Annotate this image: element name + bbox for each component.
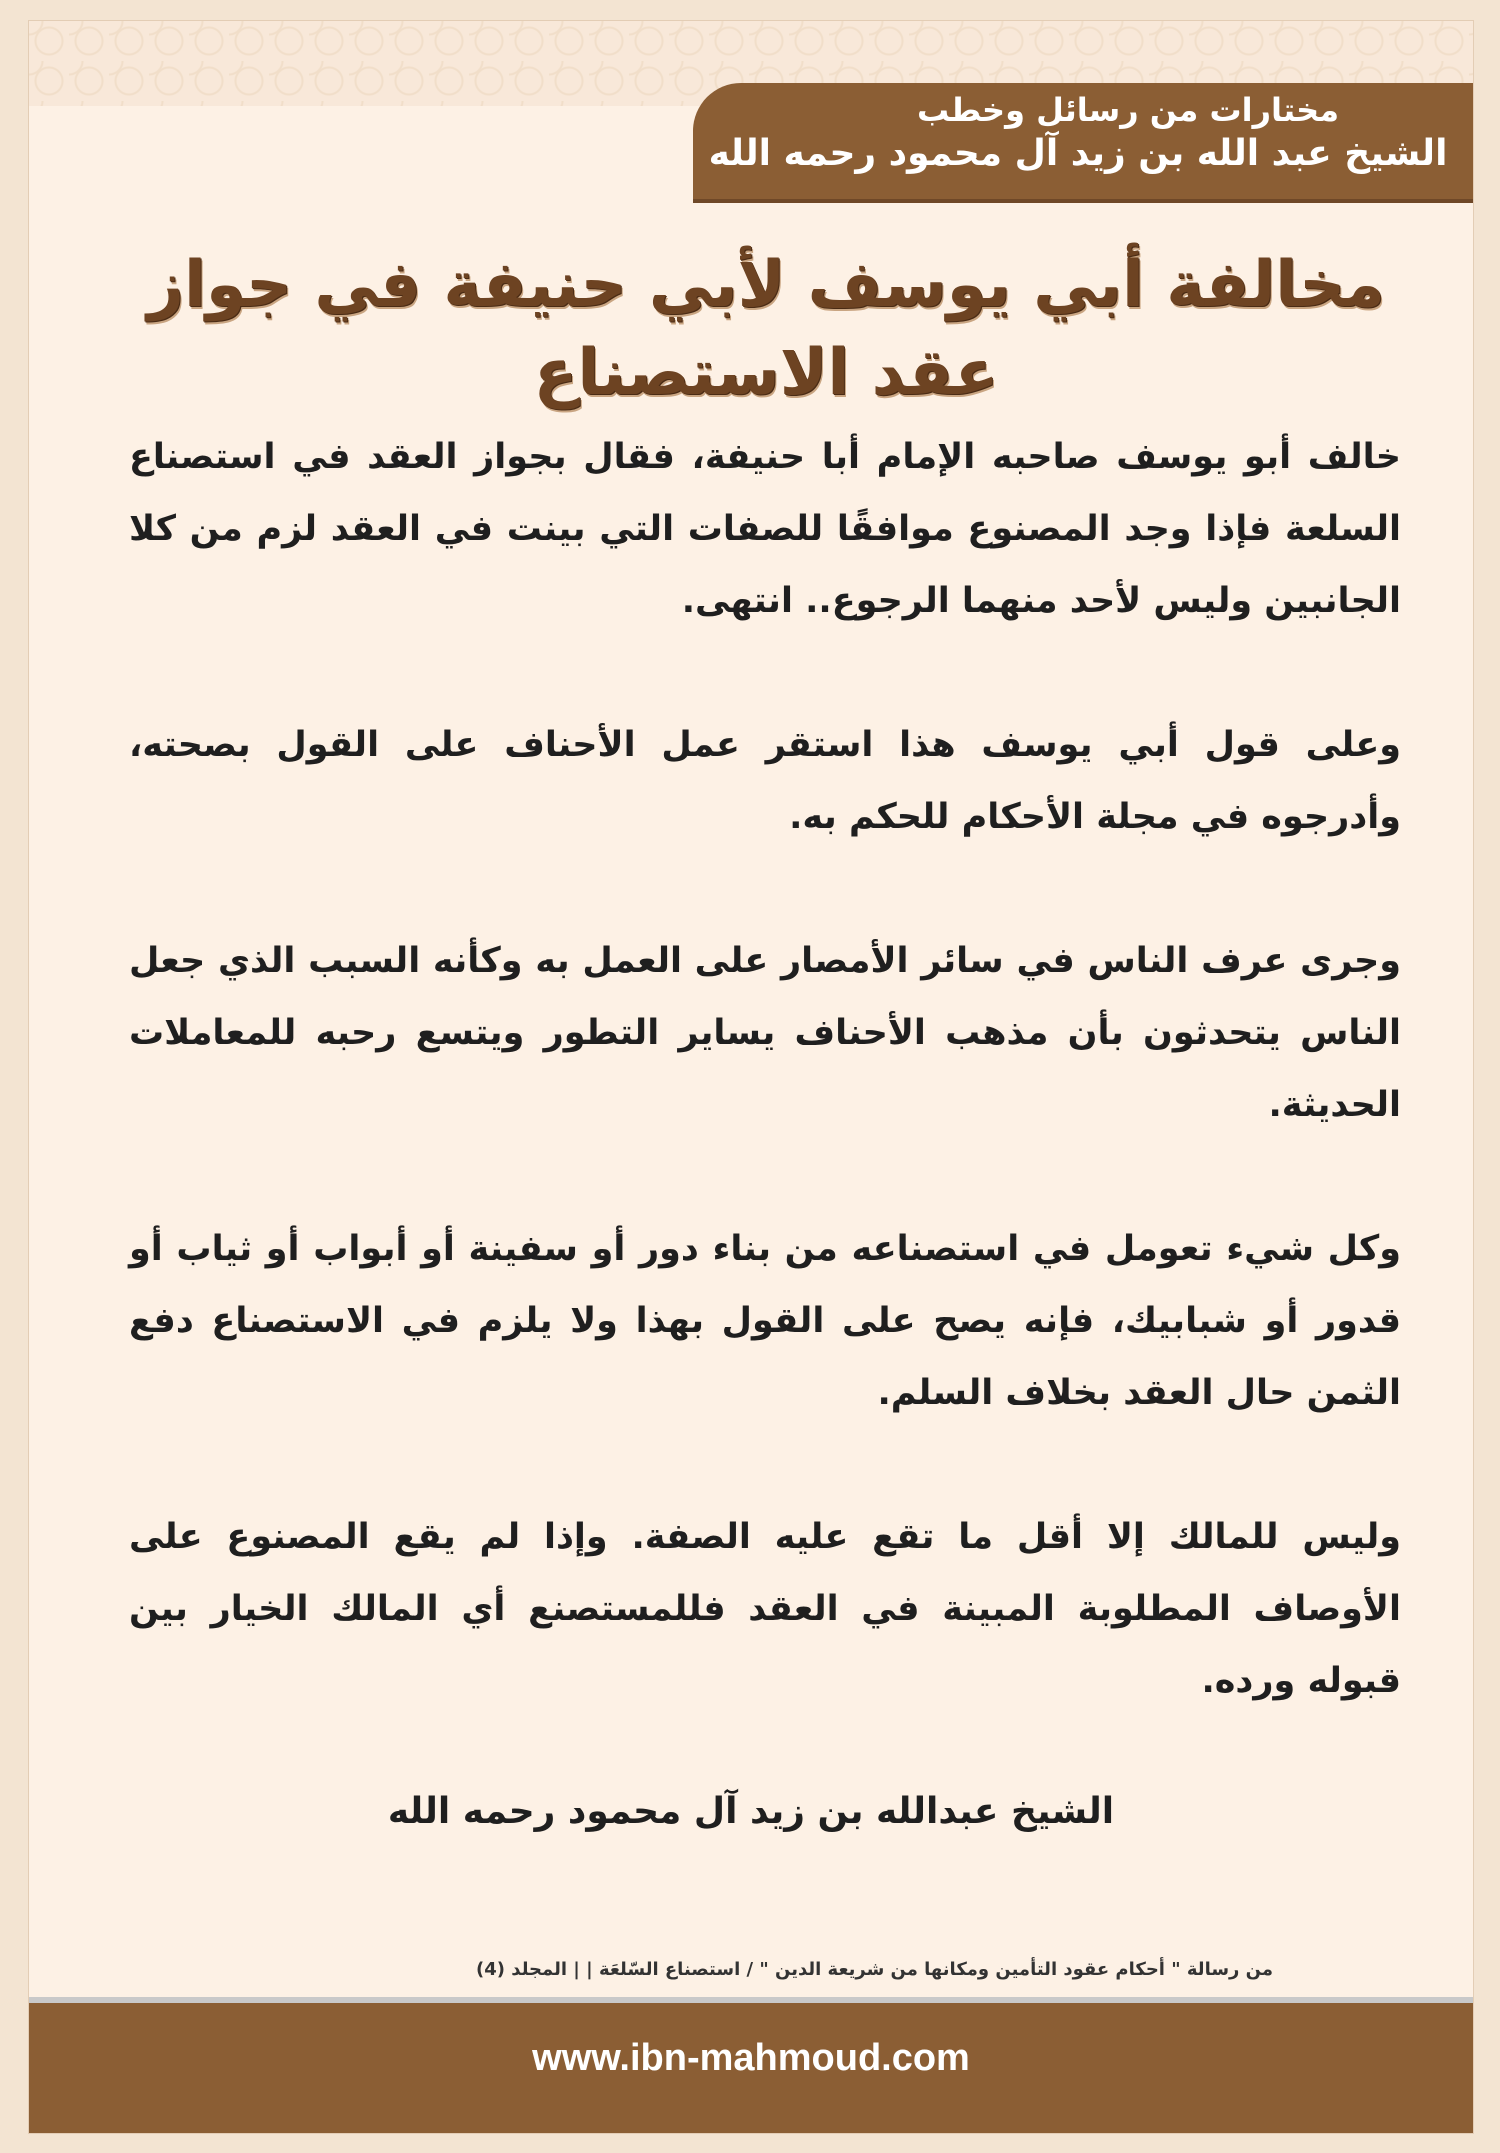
article-title: مخالفة أبي يوسف لأبي حنيفة في جواز عقد الاستصناع [147, 248, 1385, 410]
website-link[interactable]: www.ibn-mahmoud.com [532, 2037, 970, 2079]
signature: الشيخ عبدالله بن زيد آل محمود رحمه الله [387, 1791, 1115, 1832]
header-banner [693, 83, 1474, 199]
paragraph-5: وليس للمالك إلا أقل ما تقع عليه الصفة. وإذا لم يقع المصنوع على الأوصاف المطلوبة المبينة في العقد فللمستصنع أي المالك الخيار بين قبوله ورده. [129, 1517, 1401, 1701]
footer-bar [29, 1997, 1473, 2133]
paragraph-4: وكل شيء تعومل في استصناعه من بناء دور أو سفينة أو أبواب أو ثياب أو قدور أو شبابيك، فإنه يصح على القول بهذا ولا يلزم في الاستصناع دفع الثمن حال العقد بخلاف السلم. [129, 1229, 1401, 1413]
series-title: مختارات من رسائل وخطب [916, 91, 1339, 129]
paragraph-3: وجرى عرف الناس في سائر الأمصار على العمل به وكأنه السبب الذي جعل الناس يتحدثون بأن مذهب الأحناف يساير التطور ويتسع رحبه للمعاملات الحديثة. [129, 941, 1401, 1125]
paragraph-2: وعلى قول أبي يوسف هذا استقر عمل الأحناف على القول بصحته، وأدرجوه في مجلة الأحكام للحكم به. [129, 725, 1401, 837]
article-body [129, 421, 1401, 1789]
page-frame [28, 20, 1474, 2134]
author-name: الشيخ عبد الله بن زيد آل محمود رحمه الله [708, 133, 1448, 174]
source-citation: من رسالة " أحكام عقود التأمين ومكانها من شريعة الدين " / استصناع السّلعَة | | المجلد (4) [476, 1959, 1273, 1980]
paragraph-1: خالف أبو يوسف صاحبه الإمام أبا حنيفة، فقال بجواز العقد في استصناع السلعة فإذا وجد المصنوع موافقًا للصفات التي بينت في العقد لزم من كلا الجانبين وليس لأحد منهما الرجوع.. انتهى. [129, 437, 1401, 621]
